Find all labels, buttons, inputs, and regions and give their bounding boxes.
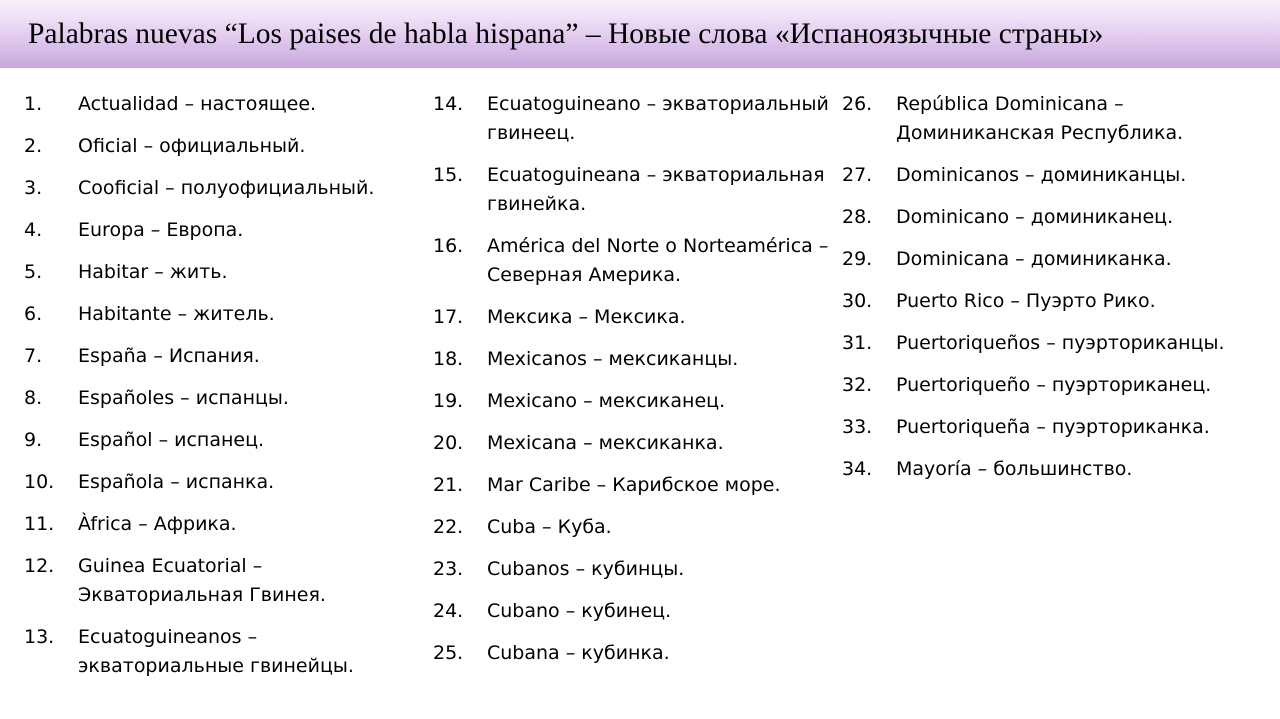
item-text: Puertoriqueños – пуэрториканцы. [896, 332, 1225, 354]
vocabulary-item [24, 468, 424, 497]
vocabulary-item [433, 303, 833, 332]
vocabulary-item [24, 384, 424, 413]
vocabulary-item [433, 471, 833, 500]
vocabulary-item [24, 300, 424, 329]
item-text: Mayoría – большинство. [896, 458, 1133, 480]
item-number: 32. [842, 374, 873, 396]
item-number: 8. [24, 387, 43, 409]
vocabulary-column-3 [842, 90, 1272, 497]
item-number: 17. [433, 306, 464, 328]
item-text: Mexicano – мексиканец. [487, 390, 726, 412]
item-text: Dominicanos – доминиканцы. [896, 164, 1187, 186]
item-number: 7. [24, 345, 43, 367]
item-number: 34. [842, 458, 873, 480]
item-text: Puerto Rico – Пуэрто Рико. [896, 290, 1156, 312]
vocabulary-item [433, 232, 833, 290]
vocabulary-item [433, 161, 833, 219]
vocabulary-item [842, 287, 1272, 316]
vocabulary-item [433, 345, 833, 374]
item-text: Puertoriqueña – пуэрториканка. [896, 416, 1210, 438]
item-number: 15. [433, 164, 464, 186]
item-number: 11. [24, 513, 55, 535]
item-number: 33. [842, 416, 873, 438]
item-number: 16. [433, 235, 464, 257]
item-number: 20. [433, 432, 464, 454]
vocabulary-item [842, 455, 1272, 484]
item-text: Ecuatoguineano – экваториальный гвинеец. [487, 93, 829, 144]
item-text: Puertoriqueño – пуэрториканец. [896, 374, 1212, 396]
vocabulary-item [842, 329, 1272, 358]
item-text: Mar Caribe – Карибское море. [487, 474, 781, 496]
vocabulary-item [433, 90, 833, 148]
item-text: Español – испанец. [78, 429, 265, 451]
item-text: República Dominicana – Доминиканская Республика. [896, 93, 1184, 144]
item-text: Europa – Европа. [78, 219, 244, 241]
item-number: 6. [24, 303, 43, 325]
vocabulary-item [842, 245, 1272, 274]
item-number: 3. [24, 177, 43, 199]
vocabulary-item [24, 132, 424, 161]
item-text: América del Norte o Norteamérica – Северная Америка. [487, 235, 829, 286]
item-text: Cubanos – кубинцы. [487, 558, 685, 580]
item-text: Guinea Ecuatorial – Экваториальная Гвинея. [78, 555, 326, 606]
item-number: 2. [24, 135, 43, 157]
item-text: Habitar – жить. [78, 261, 228, 283]
vocabulary-item [24, 90, 424, 119]
item-number: 28. [842, 206, 873, 228]
item-number: 5. [24, 261, 43, 283]
vocabulary-item [24, 623, 424, 681]
vocabulary-item [433, 429, 833, 458]
vocabulary-item [24, 510, 424, 539]
item-number: 9. [24, 429, 43, 451]
vocabulary-item [24, 258, 424, 287]
item-number: 27. [842, 164, 873, 186]
item-number: 29. [842, 248, 873, 270]
item-number: 1. [24, 93, 43, 115]
item-number: 22. [433, 516, 464, 538]
item-text: Dominicano – доминиканец. [896, 206, 1174, 228]
item-text: Cuba – Куба. [487, 516, 612, 538]
item-number: 13. [24, 626, 55, 648]
vocabulary-item [842, 371, 1272, 400]
item-text: Мексика – Мексика. [487, 306, 686, 328]
vocabulary-item [842, 90, 1272, 148]
item-text: Ecuatoguineanos – экваториальные гвинейцы. [78, 626, 354, 677]
item-text: Españoles – испанцы. [78, 387, 289, 409]
item-number: 19. [433, 390, 464, 412]
vocabulary-item [433, 597, 833, 626]
vocabulary-item [433, 639, 833, 668]
page-title: Palabras nuevas “Los paises de habla hispana” – Новые слова «Испаноязычные страны» [28, 18, 1104, 50]
item-number: 18. [433, 348, 464, 370]
vocabulary-item [24, 216, 424, 245]
item-number: 4. [24, 219, 43, 241]
item-text: Cubano – кубинец. [487, 600, 672, 622]
vocabulary-item [24, 174, 424, 203]
vocabulary-item [24, 342, 424, 371]
vocabulary-column-1 [24, 90, 424, 694]
item-number: 14. [433, 93, 464, 115]
item-text: Actualidad – настоящее. [78, 93, 317, 115]
item-text: España – Испания. [78, 345, 260, 367]
item-text: Española – испанка. [78, 471, 275, 493]
item-text: Dominicana – доминиканка. [896, 248, 1172, 270]
item-number: 10. [24, 471, 55, 493]
item-number: 24. [433, 600, 464, 622]
item-text: Cooficial – полуофициальный. [78, 177, 375, 199]
item-text: Habitante – житель. [78, 303, 275, 325]
item-text: Àfrica – Африка. [78, 513, 237, 535]
item-number: 25. [433, 642, 464, 664]
item-text: Cubana – кубинка. [487, 642, 670, 664]
item-number: 23. [433, 558, 464, 580]
item-number: 26. [842, 93, 873, 115]
vocabulary-item [24, 552, 424, 610]
item-number: 31. [842, 332, 873, 354]
vocabulary-item [842, 203, 1272, 232]
vocabulary-item [433, 555, 833, 584]
vocabulary-item [842, 161, 1272, 190]
item-text: Mexicanos – мексиканцы. [487, 348, 739, 370]
item-text: Oficial – официальный. [78, 135, 306, 157]
vocabulary-item [433, 513, 833, 542]
vocabulary-column-2 [433, 90, 833, 681]
item-number: 12. [24, 555, 55, 577]
item-number: 30. [842, 290, 873, 312]
item-number: 21. [433, 474, 464, 496]
item-text: Mexicana – мексиканка. [487, 432, 724, 454]
vocabulary-item [433, 387, 833, 416]
vocabulary-item [24, 426, 424, 455]
item-text: Ecuatoguineana – экваториальная гвинейка. [487, 164, 825, 215]
vocabulary-item [842, 413, 1272, 442]
